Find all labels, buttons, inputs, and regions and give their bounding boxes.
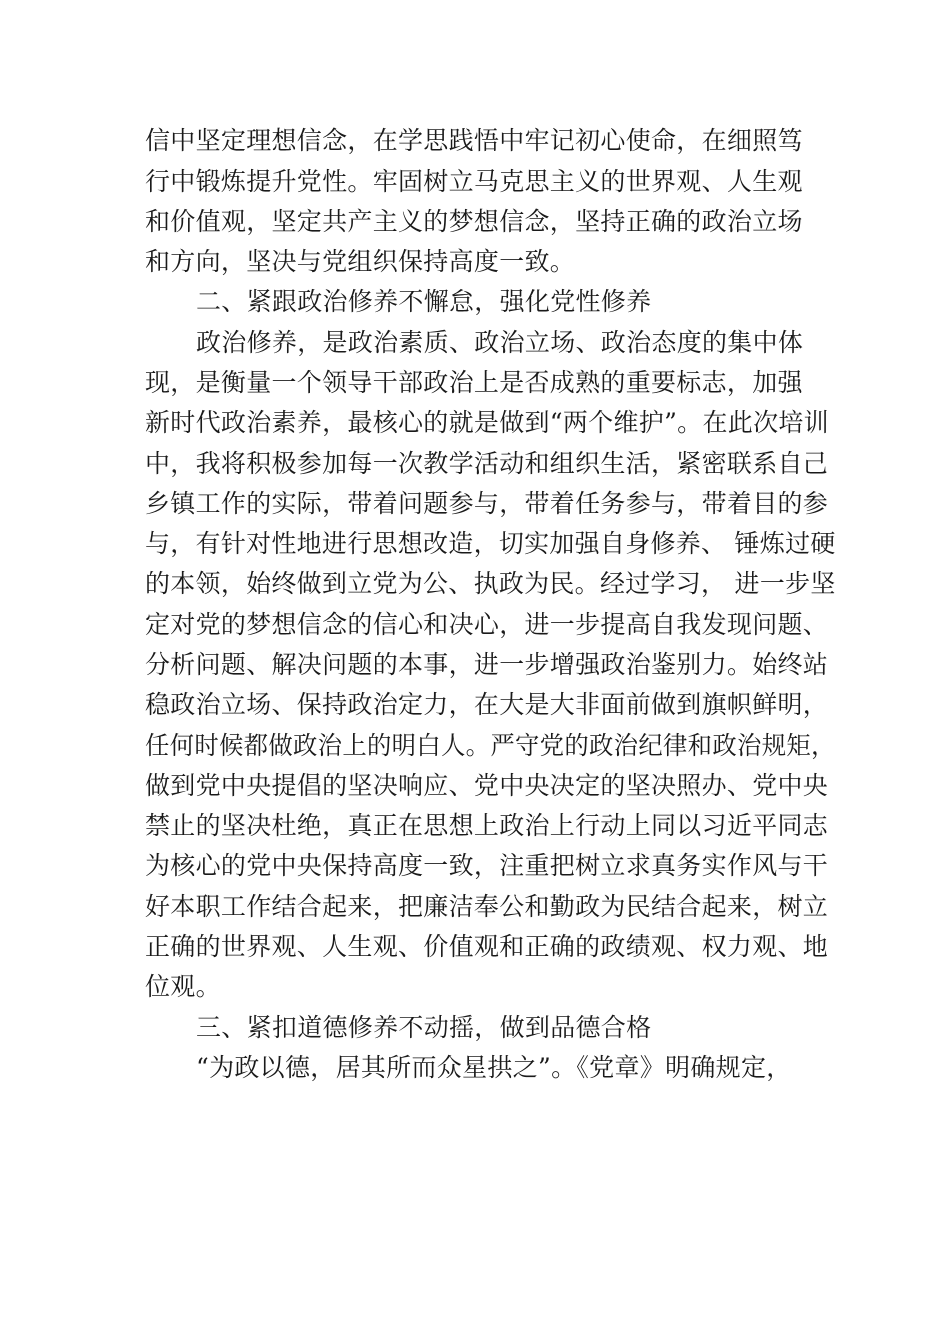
paragraph-line: 做到党中央提倡的坚决响应、党中央决定的坚决照办、党中央	[145, 771, 829, 800]
paragraph-line: 禁止的坚决杜绝，真正在思想上政治上行动上同以习近平同志	[145, 811, 829, 840]
paragraph-line: 与，有针对性地进行思想改造，切实加强自身修养、 锤炼过硬	[145, 529, 836, 558]
paragraph-line: 行中锻炼提升党性。牢固树立马克思主义的世界观、人生观	[145, 167, 803, 196]
paragraph-line: 和价值观，坚定共产主义的梦想信念，坚持正确的政治立场	[145, 207, 803, 236]
paragraph-line: 和方向，坚决与党组织保持高度一致。	[145, 247, 576, 276]
paragraph-line: 位观。	[145, 972, 221, 1001]
paragraph-line: 中，我将积极参加每一次教学活动和组织生活，紧密联系自己	[145, 449, 829, 478]
paragraph-line: 政治修养，是政治素质、政治立场、政治态度的集中体	[196, 328, 804, 357]
paragraph-line: 新时代政治素养，最核心的就是做到“两个维护”。在此次培训	[145, 408, 829, 437]
section-heading: 二、紧跟政治修养不懈怠，强化党性修养	[196, 287, 652, 316]
paragraph-line: 的本领，始终做到立党为公、执政为民。经过学习， 进一步坚	[145, 569, 836, 598]
paragraph-line: 正确的世界观、人生观、价值观和正确的政绩观、权力观、地	[145, 932, 829, 961]
paragraph-line: 乡镇工作的实际，带着问题参与，带着任务参与，带着目的参	[145, 489, 829, 518]
paragraph-line: 稳政治立场、保持政治定力，在大是大非面前做到旗帜鲜明，	[145, 690, 829, 719]
paragraph-line: 现，是衡量一个领导干部政治上是否成熟的重要标志，加强	[145, 368, 803, 397]
paragraph-line: 定对党的梦想信念的信心和决心，进一步提高自我发现问题、	[145, 610, 829, 639]
paragraph-line: 信中坚定理想信念，在学思践悟中牢记初心使命，在细照笃	[145, 126, 803, 155]
paragraph-line: 为核心的党中央保持高度一致，注重把树立求真务实作风与干	[145, 851, 829, 880]
paragraph-line: 好本职工作结合起来，把廉洁奉公和勤政为民结合起来，树立	[145, 892, 829, 921]
paragraph-line: 任何时候都做政治上的明白人。严守党的政治纪律和政治规矩，	[145, 731, 836, 760]
paragraph-line: 分析问题、解决问题的本事，进一步增强政治鉴别力。始终站	[145, 650, 829, 679]
paragraph-line: “为政以德，居其所而众星拱之”。《党章》明确规定，	[196, 1053, 792, 1082]
section-heading: 三、紧扣道德修养不动摇，做到品德合格	[196, 1013, 652, 1042]
